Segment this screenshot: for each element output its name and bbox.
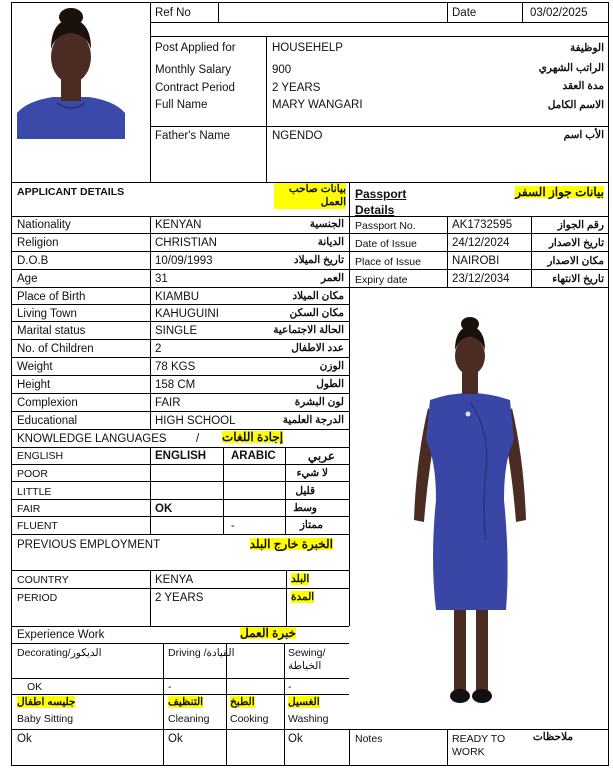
applicant-row-label: Place of Birth: [17, 291, 86, 303]
monthly-salary-label: Monthly Salary: [155, 64, 232, 76]
applicant-row-value[interactable]: KIAMBU: [155, 291, 200, 303]
applicant-row-value[interactable]: KAHUGUINI: [155, 308, 219, 320]
notes-label: Notes: [355, 733, 383, 745]
applicant-row-label: Complexion: [17, 397, 78, 409]
applicant-row-value[interactable]: 2: [155, 343, 162, 355]
applicant-row-label: Marital status: [17, 325, 86, 337]
cleaning-value[interactable]: Ok: [168, 733, 183, 745]
post-applied-label: Post Applied for: [155, 42, 236, 54]
full-name-label: Full Name: [155, 99, 208, 111]
contract-period-label: Contract Period: [155, 82, 235, 94]
date-label: Date: [452, 7, 477, 19]
applicant-row-label: Religion: [17, 237, 59, 249]
applicant-row-arabic: الجنسية: [309, 218, 344, 230]
applicant-details-title: APPLICANT DETAILS: [17, 186, 125, 198]
experience-work-title-arabic: خبرة العمل: [240, 626, 297, 640]
applicant-row-value[interactable]: 31: [155, 273, 168, 285]
lang-row-arabic-script: ممتاز: [299, 519, 323, 531]
applicant-row-arabic: عدد الاطفال: [291, 342, 344, 354]
fathers-name-value[interactable]: NGENDO: [272, 130, 323, 142]
lang-row-label: FLUENT: [17, 520, 58, 532]
applicant-row-label: Age: [17, 273, 38, 285]
lang-header-english: ENGLISH: [155, 450, 207, 462]
fathers-name-label: Father's Name: [155, 130, 231, 142]
passport-row-arabic: مكان الاصدار: [547, 255, 604, 267]
washing-label: Washing: [288, 713, 329, 725]
period-value[interactable]: 2 YEARS: [155, 592, 204, 604]
cooking-arabic: الطبخ: [230, 696, 255, 708]
lang-row-label: POOR: [17, 468, 48, 480]
sewing-label: Sewing/ الخياطة: [288, 647, 326, 672]
decorating-value[interactable]: OK: [27, 681, 43, 693]
cleaning-label: Cleaning: [168, 713, 210, 725]
applicant-headshot-photo: [17, 5, 125, 139]
period-label: PERIOD: [17, 592, 58, 604]
applicant-row-arabic: الدرجة العلمية: [282, 414, 344, 426]
applicant-row-value[interactable]: SINGLE: [155, 325, 198, 337]
ref-no-label: Ref No: [155, 7, 191, 19]
passport-row-value[interactable]: AK1732595: [452, 219, 513, 231]
date-value[interactable]: 03/02/2025: [530, 7, 588, 19]
applicant-row-label: No. of Children: [17, 343, 94, 355]
passport-row-value[interactable]: NAIROBI: [452, 255, 500, 267]
baby-sitting-value[interactable]: Ok: [17, 733, 32, 745]
languages-title: KNOWLEDGE LANGUAGES: [17, 433, 167, 445]
applicant-row-value[interactable]: CHRISTIAN: [155, 237, 217, 249]
applicant-row-value[interactable]: HIGH SCHOOL: [155, 415, 236, 427]
applicant-row-label: Living Town: [17, 308, 77, 320]
baby-sitting-label: Baby Sitting: [17, 713, 74, 725]
lang-row-arabic-script: قليل: [295, 485, 315, 497]
sewing-value[interactable]: -: [288, 681, 292, 693]
applicant-row-arabic: مكان السكن: [289, 307, 344, 319]
notes-value[interactable]: READY TO WORK: [452, 733, 506, 758]
applicant-row-arabic: العمر: [320, 272, 344, 284]
washing-arabic: الغسيل: [288, 696, 320, 708]
period-arabic: المدة: [291, 591, 315, 603]
lang-row-label: LITTLE: [17, 486, 52, 498]
country-label: COUNTRY: [17, 574, 69, 586]
lang-row-label: FAIR: [17, 503, 41, 515]
passport-row-label: Passport No.: [355, 220, 416, 232]
applicant-row-arabic: الوزن: [319, 360, 344, 372]
previous-employment-title: PREVIOUS EMPLOYMENT: [17, 539, 161, 551]
applicant-row-arabic: مكان الميلاد: [292, 290, 344, 302]
experience-work-title: Experience Work: [17, 629, 105, 641]
monthly-salary-value[interactable]: 900: [272, 64, 292, 76]
applicant-row-value[interactable]: KENYAN: [155, 219, 202, 231]
applicant-row-arabic: لون البشرة: [294, 396, 344, 408]
lang-header-arabic-script: عربي: [307, 449, 335, 463]
contract-period-arabic: مدة العقد: [562, 80, 604, 92]
passport-row-label: Date of Issue: [355, 238, 417, 250]
full-name-value[interactable]: MARY WANGARI: [272, 99, 363, 111]
driving-label: Driving /القيادة: [168, 647, 235, 659]
applicant-row-value[interactable]: 10/09/1993: [155, 255, 213, 267]
washing-value[interactable]: Ok: [288, 733, 303, 745]
contract-period-value[interactable]: 2 YEARS: [272, 82, 321, 94]
passport-row-arabic: رقم الجواز: [557, 219, 604, 231]
passport-row-value[interactable]: 24/12/2024: [452, 237, 510, 249]
notes-arabic: ملاحظات: [532, 731, 573, 743]
applicant-row-label: Height: [17, 379, 51, 391]
applicant-row-label: Weight: [17, 361, 53, 373]
lang-row-arabic-script: وسط: [293, 502, 317, 514]
languages-title-arabic: إجادة اللغات: [222, 430, 284, 444]
applicant-fullbody-photo: [400, 310, 540, 720]
passport-row-arabic: تاريخ الانتهاء: [552, 273, 604, 285]
applicant-details-title-arabic: بيانات صاحب العمل: [274, 183, 346, 209]
languages-title-slash: /: [196, 433, 200, 445]
country-arabic: البلد: [291, 573, 310, 585]
applicant-row-arabic: الديانة: [317, 236, 344, 248]
applicant-row-label: Educational: [17, 415, 78, 427]
decorating-label: Decorating/الديكور: [17, 647, 102, 659]
driving-value[interactable]: -: [168, 681, 172, 693]
passport-row-label: Place of Issue: [355, 256, 421, 268]
applicant-row-arabic: تاريخ الميلاد: [293, 254, 344, 266]
cleaning-arabic: التنظيف: [168, 696, 204, 708]
passport-details-title-arabic: بيانات جواز السفر: [515, 185, 604, 199]
applicant-row-value[interactable]: FAIR: [155, 397, 181, 409]
applicant-row-label: Nationality: [17, 219, 71, 231]
post-applied-value[interactable]: HOUSEHELP: [272, 42, 343, 54]
passport-details-title: Passport Details: [355, 187, 407, 217]
baby-sitting-arabic: جليسه اطفال: [17, 696, 76, 708]
applicant-row-arabic: الطول: [316, 378, 344, 390]
lang-row-arabic[interactable]: -: [231, 520, 235, 532]
monthly-salary-arabic: الراتب الشهري: [538, 62, 604, 74]
cooking-label: Cooking: [230, 713, 269, 725]
applicant-row-value[interactable]: 158 CM: [155, 379, 196, 391]
lang-header-arabic: ARABIC: [231, 450, 276, 462]
passport-row-arabic: تاريخ الاصدار: [548, 237, 604, 249]
applicant-row-arabic: الحالة الاجتماعية: [273, 324, 344, 336]
passport-row-value[interactable]: 23/12/2034: [452, 273, 510, 285]
fathers-name-arabic: الأب اسم: [563, 129, 604, 141]
post-applied-arabic: الوظيفة: [569, 42, 604, 54]
passport-row-label: Expiry date: [355, 274, 408, 286]
country-value[interactable]: KENYA: [155, 574, 194, 586]
full-name-arabic: الاسم الكامل: [547, 99, 604, 111]
applicant-row-value[interactable]: 78 KGS: [155, 361, 196, 373]
lang-row-arabic-script: لا شيء: [296, 467, 328, 479]
lang-header-english-label: ENGLISH: [17, 450, 64, 462]
applicant-row-label: D.O.B: [17, 255, 49, 267]
lang-row-english[interactable]: OK: [155, 503, 173, 515]
previous-employment-title-arabic: الخبرة خارج البلد: [249, 537, 333, 551]
